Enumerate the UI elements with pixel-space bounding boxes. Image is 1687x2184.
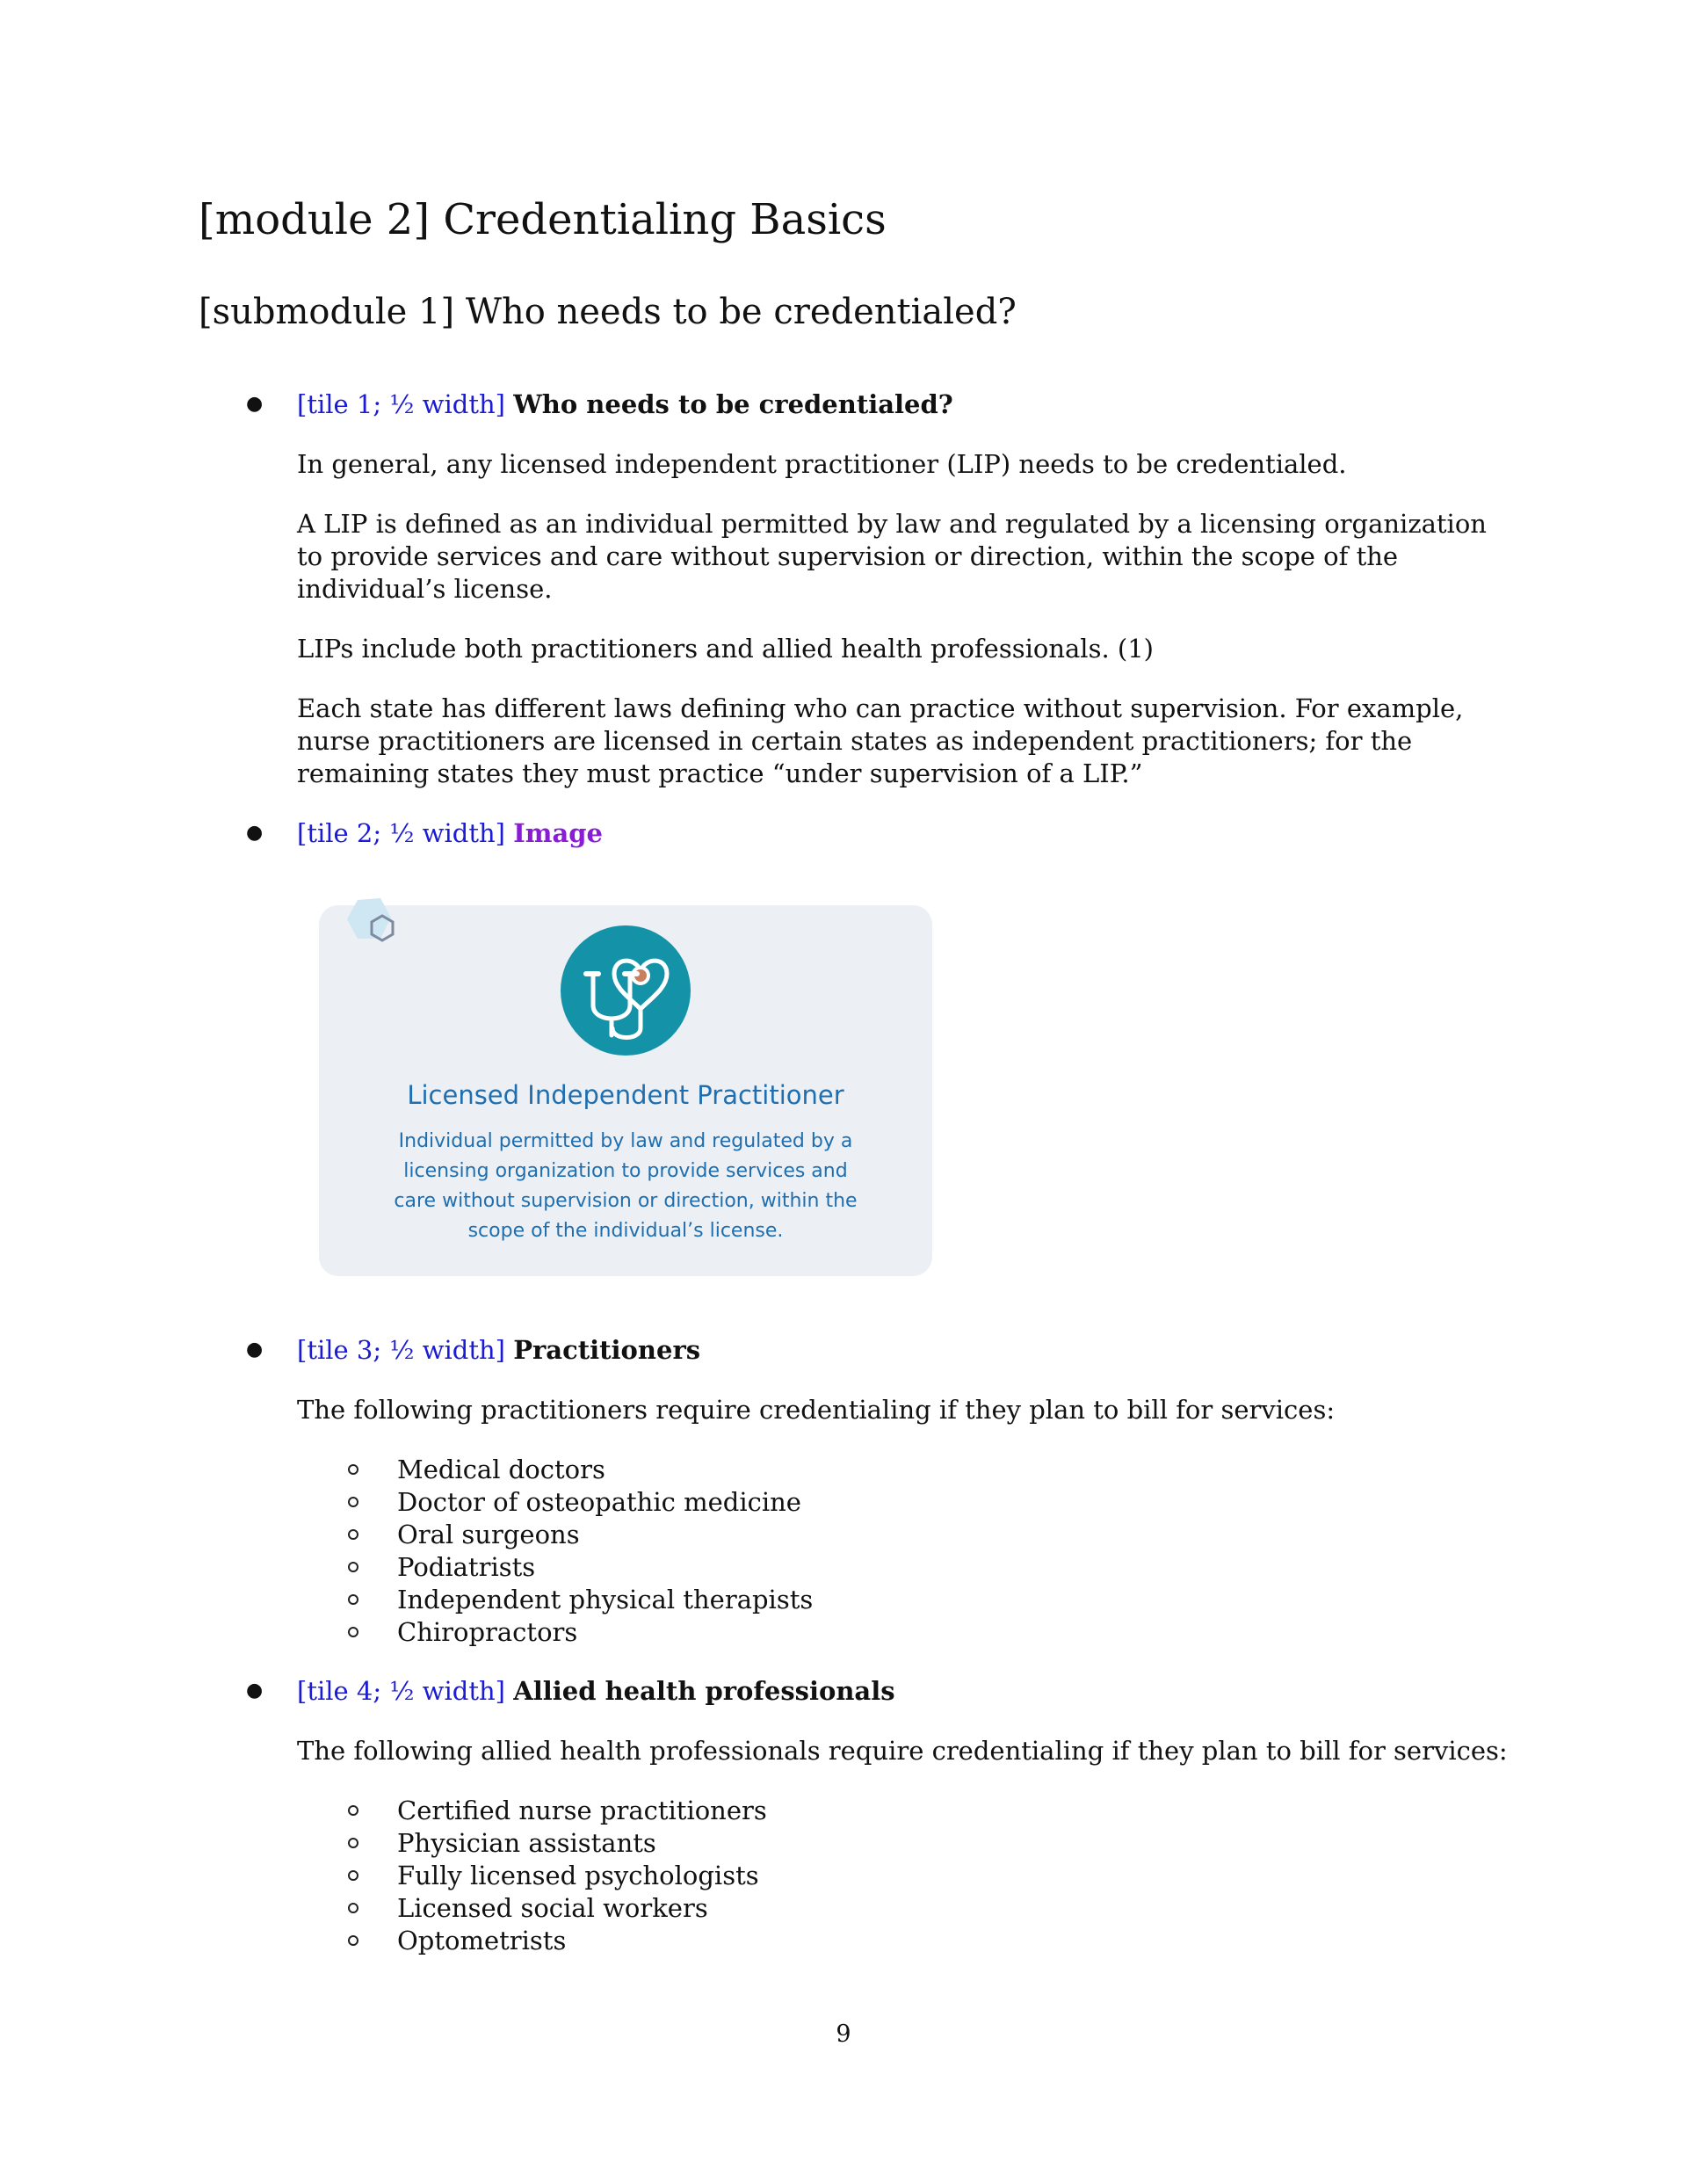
tile-tag: [tile 3; ½ width] [297,1335,505,1365]
practitioner-list [348,1454,813,1649]
circle-bullet-icon [348,1562,358,1572]
list-item: Chiropractors [348,1616,813,1649]
circle-bullet-icon [348,1464,358,1475]
paragraph: The following practitioners require credentialing if they plan to bill for services: [297,1395,1336,1425]
bullet-icon: ● [246,1680,264,1701]
list-item: Podiatrists [348,1551,813,1584]
hexagon-icon [340,895,419,965]
stethoscope-heart-icon [560,925,691,1056]
bullet-icon: ● [246,393,264,415]
list-item: Physician assistants [348,1827,767,1860]
tile-title: Image [513,818,603,848]
list-item: Certified nurse practitioners [348,1795,767,1827]
bullet-icon: ● [246,822,264,844]
card-line: Individual permitted by law and regulated by a [398,1130,853,1152]
tile-2-heading [297,817,603,849]
tile-tag: [tile 2; ½ width] [297,818,505,848]
tile-tag: [tile 4; ½ width] [297,1676,505,1706]
page-number: 9 [836,2021,851,2048]
circle-bullet-icon [348,1594,358,1605]
list-item: Medical doctors [348,1454,813,1486]
circle-bullet-icon [348,1870,358,1881]
list-item: Fully licensed psychologists [348,1860,767,1892]
card-description [372,1127,880,1246]
lip-image-card [319,905,932,1276]
bullet-icon: ● [246,1339,264,1360]
circle-bullet-icon [348,1497,358,1507]
paragraph: The following allied health professionals require credentialing if they plan to bill for services: [297,1736,1508,1766]
paragraph: Each state has different laws defining who can practice without supervision. For example, nurse practitioners are licensed in certain states as independent practitioners; for the remaining states they must practice “under supervision of a LIP.” [297,693,1464,788]
tile-3-heading [297,1334,700,1366]
circle-bullet-icon [348,1838,358,1848]
card-title: Licensed Independent Practitioner [407,1080,844,1110]
circle-bullet-icon [348,1935,358,1946]
paragraph: LIPs include both practitioners and allied health professionals. (1) [297,634,1154,664]
tile-title: Allied health professionals [513,1676,895,1706]
paragraph: In general, any licensed independent practitioner (LIP) needs to be credentialed. [297,449,1347,479]
tile-tag: [tile 1; ½ width] [297,389,505,419]
tile-1-heading [297,388,953,420]
circle-bullet-icon [348,1627,358,1637]
card-line: scope of the individual’s license. [467,1220,784,1242]
circle-bullet-icon [348,1903,358,1913]
circle-bullet-icon [348,1805,358,1816]
list-item: Licensed social workers [348,1892,767,1925]
card-line: licensing organization to provide services and [403,1160,848,1182]
tile-4-heading [297,1675,895,1707]
list-item: Optometrists [348,1925,767,1957]
paragraph: A LIP is defined as an individual permitted by law and regulated by a licensing organization to provide services and care without supervision or direction, within the scope of the individual’s license. [297,509,1487,604]
card-line: care without supervision or direction, within the [394,1190,858,1212]
list-item: Independent physical therapists [348,1584,813,1616]
list-item: Oral surgeons [348,1519,813,1551]
allied-health-list [348,1795,767,1957]
circle-bullet-icon [348,1529,358,1540]
tile-title: Who needs to be credentialed? [513,389,953,419]
submodule-title: [submodule 1] Who needs to be credentialed? [199,292,1017,332]
tile-title: Practitioners [513,1335,701,1365]
module-title: [module 2] Credentialing Basics [199,195,887,244]
list-item: Doctor of osteopathic medicine [348,1486,813,1519]
